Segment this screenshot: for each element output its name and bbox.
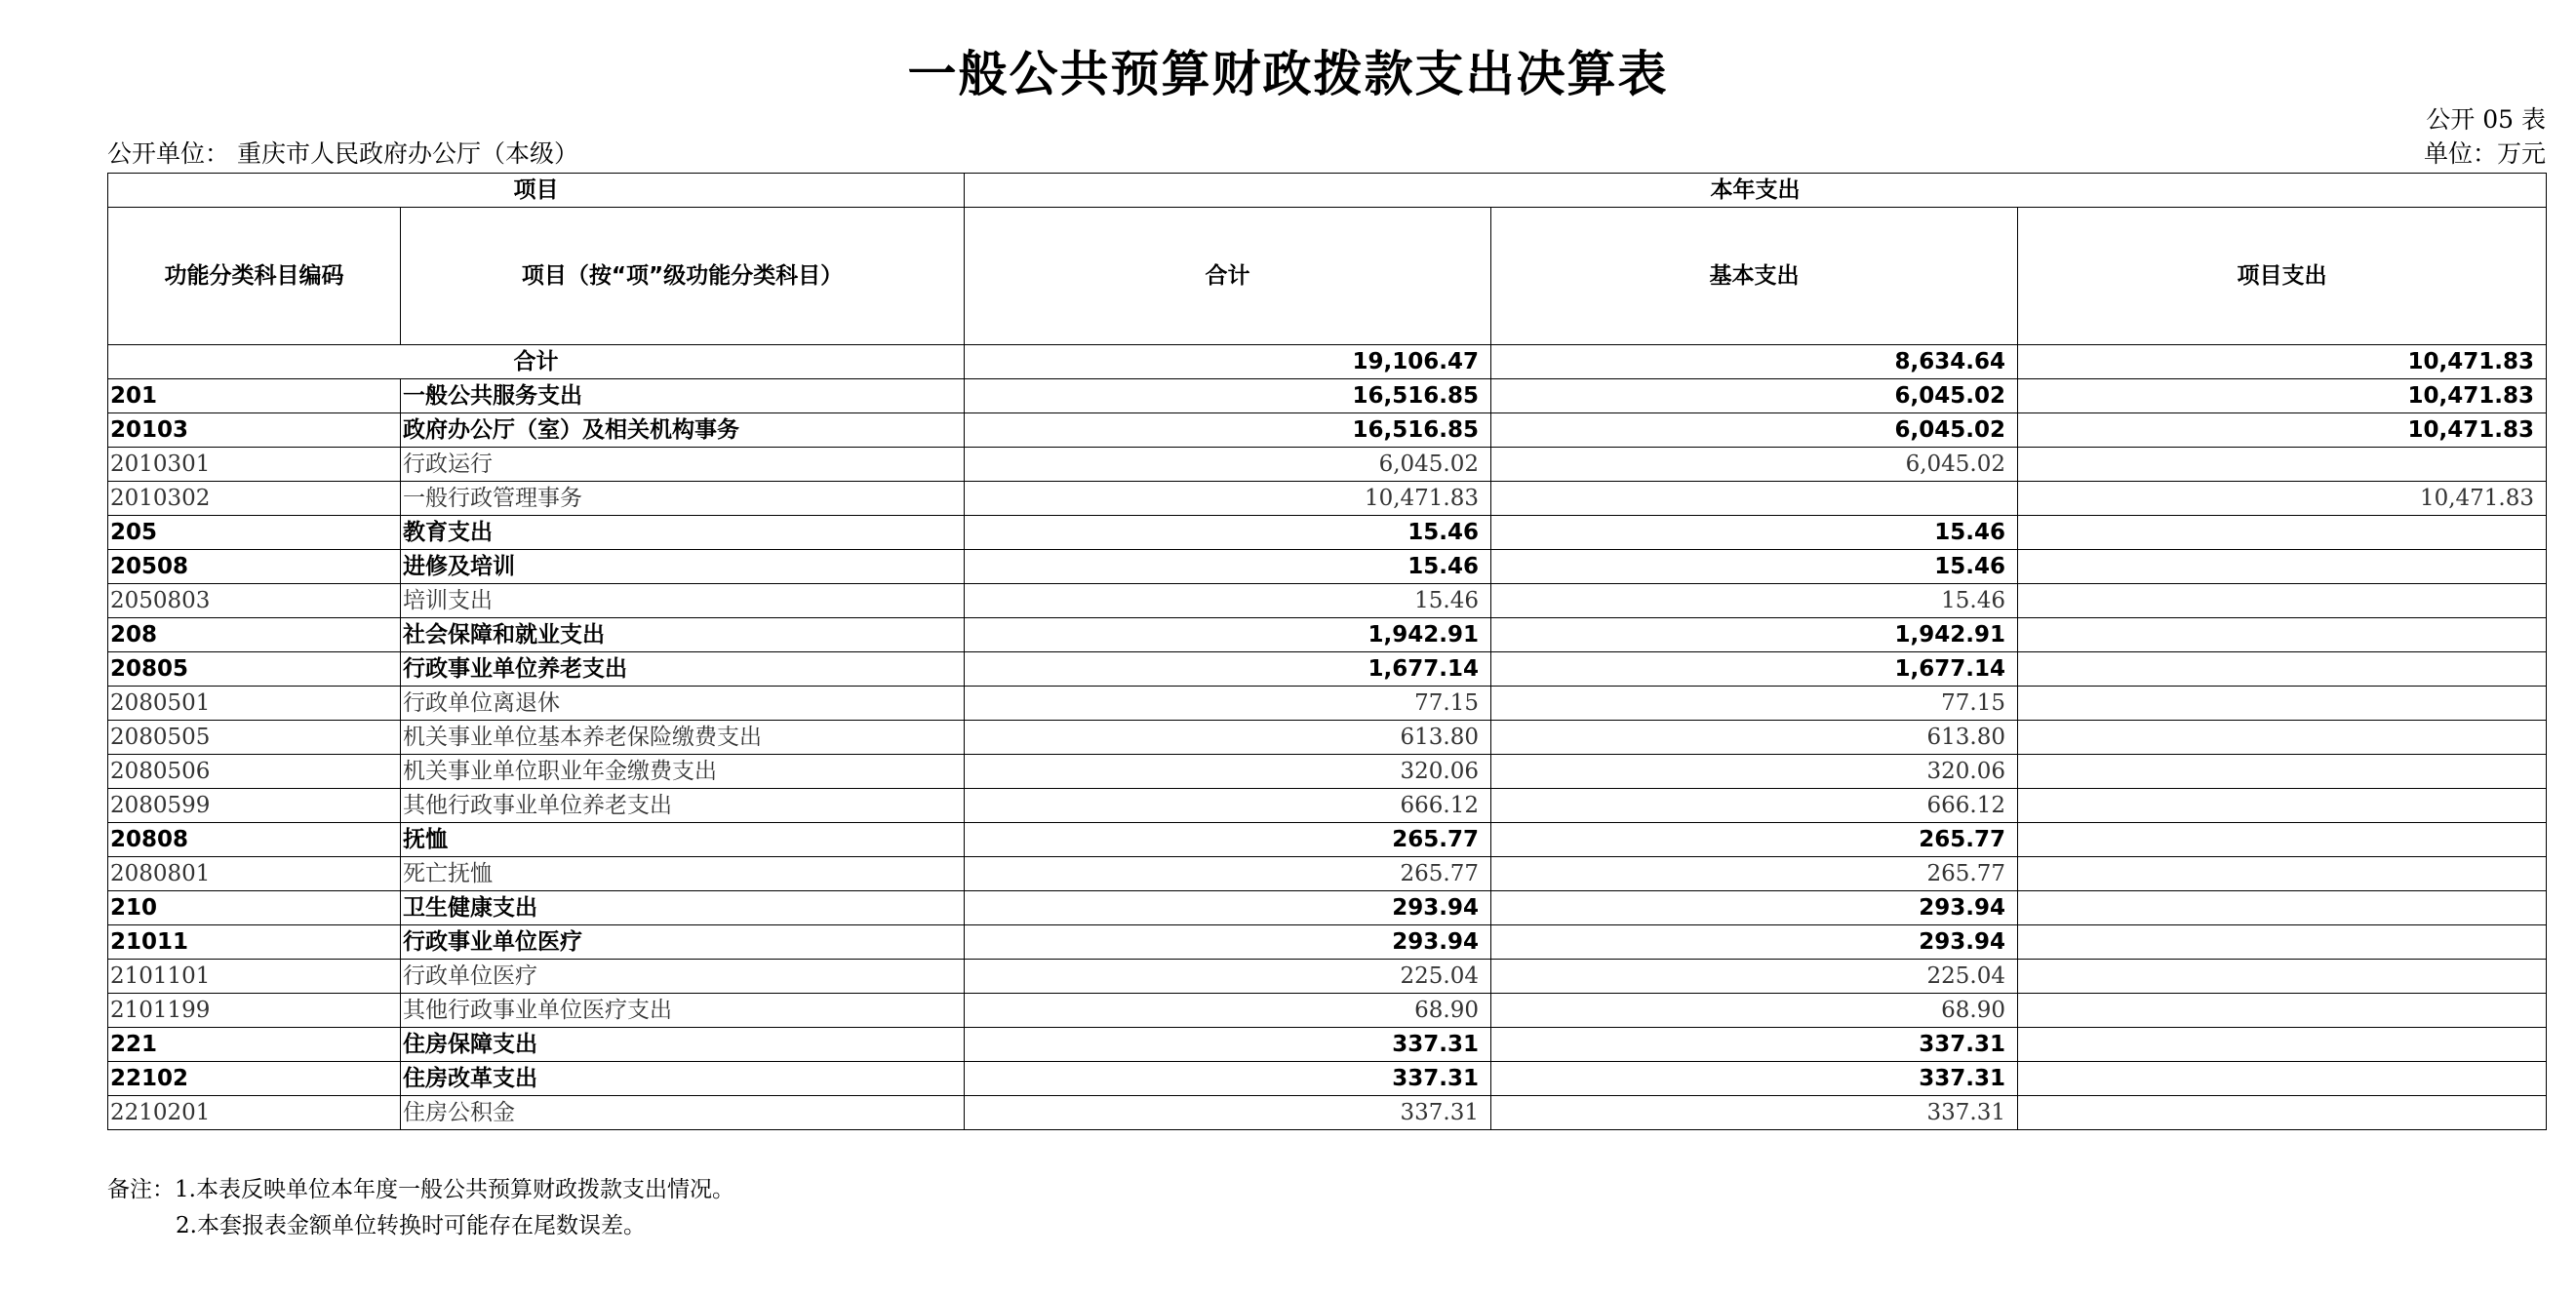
row-code: 2010301 [108,448,401,482]
row-name: 住房公积金 [401,1096,965,1130]
header-current-year: 本年支出 [965,174,2547,208]
reporting-unit: 公开单位： 重庆市人民政府办公厅（本级） [107,139,578,168]
expenditure-table [107,173,2547,1130]
row-name: 一般公共服务支出 [401,379,965,413]
row-basic: 337.31 [1491,1062,2018,1096]
row-code: 2080506 [108,755,401,789]
total-project: 10,471.83 [2018,345,2547,379]
row-basic: 1,677.14 [1491,652,2018,687]
row-code: 205 [108,516,401,550]
row-total: 337.31 [965,1062,1491,1096]
table-row [108,755,2547,789]
row-project [2018,857,2547,891]
row-name: 行政运行 [401,448,965,482]
row-name: 死亡抚恤 [401,857,965,891]
row-total: 1,942.91 [965,618,1491,652]
row-project [2018,1096,2547,1130]
row-total: 16,516.85 [965,413,1491,448]
row-project [2018,891,2547,925]
table-row [108,652,2547,687]
row-total: 15.46 [965,516,1491,550]
row-code: 2010302 [108,482,401,516]
currency-unit: 单位：万元 [2423,139,2546,168]
row-basic: 265.77 [1491,823,2018,857]
row-basic: 6,045.02 [1491,379,2018,413]
row-name: 政府办公厅（室）及相关机构事务 [401,413,965,448]
row-basic: 1,942.91 [1491,618,2018,652]
row-project [2018,960,2547,994]
row-code: 20103 [108,413,401,448]
table-row [108,413,2547,448]
row-code: 2101101 [108,960,401,994]
row-total: 666.12 [965,789,1491,823]
row-project [2018,994,2547,1028]
row-code: 2210201 [108,1096,401,1130]
row-basic: 337.31 [1491,1096,2018,1130]
row-project: 10,471.83 [2018,413,2547,448]
row-name: 机关事业单位职业年金缴费支出 [401,755,965,789]
row-total: 15.46 [965,584,1491,618]
row-name: 住房保障支出 [401,1028,965,1062]
row-project [2018,652,2547,687]
row-total: 16,516.85 [965,379,1491,413]
row-basic: 613.80 [1491,721,2018,755]
row-name: 其他行政事业单位养老支出 [401,789,965,823]
row-code: 201 [108,379,401,413]
table-row [108,823,2547,857]
row-name: 住房改革支出 [401,1062,965,1096]
row-basic: 320.06 [1491,755,2018,789]
row-total: 265.77 [965,823,1491,857]
header-name: 项目（按“项”级功能分类科目） [401,208,965,345]
row-project [2018,721,2547,755]
row-basic: 265.77 [1491,857,2018,891]
row-project [2018,925,2547,960]
row-project: 10,471.83 [2018,482,2547,516]
table-row [108,379,2547,413]
row-code: 2080505 [108,721,401,755]
row-total: 77.15 [965,687,1491,721]
row-project [2018,550,2547,584]
row-total: 613.80 [965,721,1491,755]
table-code: 公开 05 表 [2426,105,2546,134]
row-basic: 77.15 [1491,687,2018,721]
row-code: 2101199 [108,994,401,1028]
row-basic: 15.46 [1491,550,2018,584]
row-total: 6,045.02 [965,448,1491,482]
row-basic [1491,482,2018,516]
row-total: 293.94 [965,925,1491,960]
row-total: 337.31 [965,1028,1491,1062]
header-project: 项目支出 [2018,208,2547,345]
table-row [108,994,2547,1028]
table-row [108,891,2547,925]
row-name: 行政单位离退休 [401,687,965,721]
table-row [108,925,2547,960]
row-total: 225.04 [965,960,1491,994]
note-1: 备注：1.本表反映单位本年度一般公共预算财政拨款支出情况。 [107,1177,734,1202]
row-project [2018,823,2547,857]
row-name: 抚恤 [401,823,965,857]
table-row [108,960,2547,994]
header-total: 合计 [965,208,1491,345]
table-row [108,687,2547,721]
row-name: 卫生健康支出 [401,891,965,925]
table-row [108,516,2547,550]
row-basic: 337.31 [1491,1028,2018,1062]
header-code: 功能分类科目编码 [108,208,401,345]
row-total: 265.77 [965,857,1491,891]
row-code: 20805 [108,652,401,687]
table-row [108,1062,2547,1096]
row-name: 培训支出 [401,584,965,618]
table-row [108,550,2547,584]
row-code: 22102 [108,1062,401,1096]
table-row [108,1028,2547,1062]
table-row [108,857,2547,891]
row-name: 社会保障和就业支出 [401,618,965,652]
row-name: 行政事业单位医疗 [401,925,965,960]
row-project [2018,789,2547,823]
page-title: 一般公共预算财政拨款支出决算表 [907,46,1669,102]
total-sum: 19,106.47 [965,345,1491,379]
row-code: 210 [108,891,401,925]
row-total: 293.94 [965,891,1491,925]
row-basic: 666.12 [1491,789,2018,823]
row-project [2018,618,2547,652]
row-basic: 6,045.02 [1491,413,2018,448]
table-row [108,1096,2547,1130]
row-project [2018,1062,2547,1096]
total-label: 合计 [108,345,965,379]
row-basic: 15.46 [1491,584,2018,618]
header-item: 项目 [108,174,965,208]
row-total: 1,677.14 [965,652,1491,687]
row-code: 2050803 [108,584,401,618]
row-project [2018,755,2547,789]
row-name: 机关事业单位基本养老保险缴费支出 [401,721,965,755]
row-name: 其他行政事业单位医疗支出 [401,994,965,1028]
row-total: 15.46 [965,550,1491,584]
table-row [108,448,2547,482]
table-row [108,789,2547,823]
row-project [2018,448,2547,482]
row-code: 2080501 [108,687,401,721]
notes [107,1172,734,1244]
header-basic: 基本支出 [1491,208,2018,345]
row-code: 21011 [108,925,401,960]
row-basic: 293.94 [1491,891,2018,925]
row-code: 221 [108,1028,401,1062]
row-code: 20508 [108,550,401,584]
note-2: 2.本套报表金额单位转换时可能存在尾数误差。 [176,1213,646,1238]
row-name: 教育支出 [401,516,965,550]
row-total: 68.90 [965,994,1491,1028]
row-project: 10,471.83 [2018,379,2547,413]
table-row [108,482,2547,516]
row-total: 337.31 [965,1096,1491,1130]
row-basic: 15.46 [1491,516,2018,550]
total-row [108,345,2547,379]
row-name: 进修及培训 [401,550,965,584]
row-basic: 225.04 [1491,960,2018,994]
row-code: 2080801 [108,857,401,891]
table-row [108,584,2547,618]
row-name: 行政单位医疗 [401,960,965,994]
row-basic: 68.90 [1491,994,2018,1028]
row-name: 行政事业单位养老支出 [401,652,965,687]
row-project [2018,687,2547,721]
total-basic: 8,634.64 [1491,345,2018,379]
row-total: 320.06 [965,755,1491,789]
row-basic: 293.94 [1491,925,2018,960]
row-total: 10,471.83 [965,482,1491,516]
table-row [108,618,2547,652]
row-code: 2080599 [108,789,401,823]
row-code: 20808 [108,823,401,857]
row-code: 208 [108,618,401,652]
row-project [2018,584,2547,618]
row-project [2018,1028,2547,1062]
row-project [2018,516,2547,550]
table-row [108,721,2547,755]
row-name: 一般行政管理事务 [401,482,965,516]
row-basic: 6,045.02 [1491,448,2018,482]
